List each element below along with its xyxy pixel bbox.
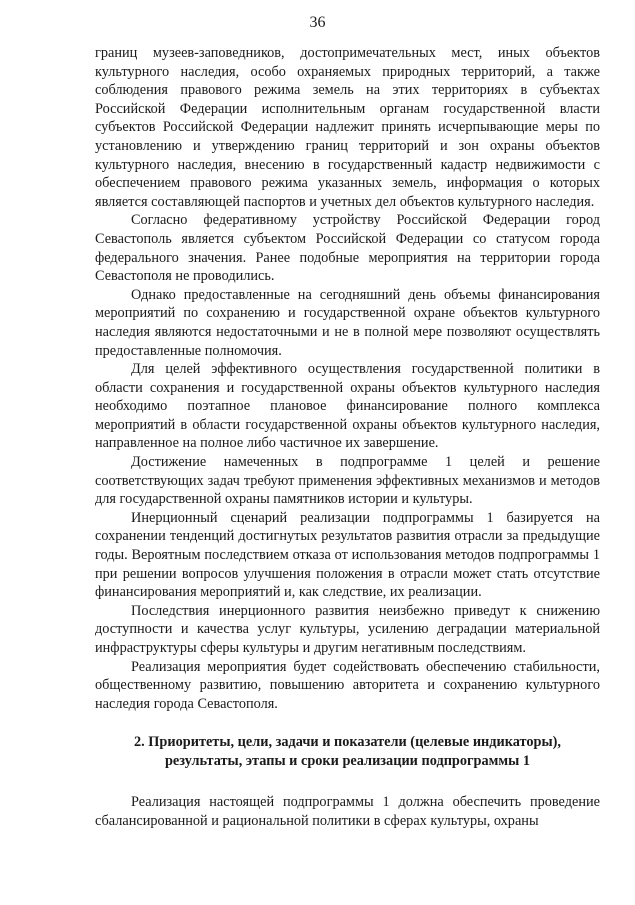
document-body	[95, 44, 600, 831]
paragraph-inertial-scenario: Инерционный сценарий реализации подпрограммы 1 базируется на сохранении тенденций достигнутых результатов развития отрасли за предыдущие годы. Вероятным последствием отказа от использования методов подпрограммы 1 при решении вопросов улучшения положения в отрасли может стать отсутствие финансирования мероприятий и, как следствие, их реализации.	[95, 509, 600, 601]
paragraph-goals-achievement: Достижение намеченных в подпрограмме 1 целей и решение соответствующих задач требуют применения эффективных механизмов и методов для государственной охраны памятников истории и культуры.	[95, 454, 600, 508]
paragraph-inertial-consequences: Последствия инерционного развития неизбежно приведут к снижению доступности и качества услуг культуры, усилению деградации материальной инфраструктуры сферы культуры и другим негативным последствиям.	[95, 602, 600, 656]
paragraph-federal-structure: Согласно федеративному устройству Российской Федерации город Севастополь является субъектом Российской Федерации со статусом города федерального значения. Ранее подобные мероприятия на территории города Севастополя не проводились.	[95, 212, 600, 285]
section-heading-line-2: результаты, этапы и сроки реализации подпрограммы 1	[164, 753, 530, 770]
paragraph-funding-insufficient: Однако предоставленные на сегодняшний день объемы финансирования мероприятий по сохранению и государственной охране объектов культурного наследия являются недостаточными и не в полной мере позволяют осуществлять предоставленные полномочия.	[95, 286, 600, 359]
paragraph-implementation-effect: Реализация мероприятия будет содействовать обеспечению стабильности, общественному развитию, повышению авторитета и сохранению культурного наследия города Севастополя.	[95, 658, 600, 712]
paragraph-state-policy: Для целей эффективного осуществления государственной политики в области сохранения и государственной охраны объектов культурного наследия необходимо поэтапное плановое финансирование полного комплекса мероприятий в области государственной охраны объектов культурного наследия, направленное на полное либо частичное их завершение.	[95, 361, 600, 452]
section-heading-line-1: 2. Приоритеты, цели, задачи и показатели (целевые индикаторы),	[134, 734, 561, 751]
section-heading	[95, 733, 600, 771]
paragraph-boundaries-continuation: границ музеев-заповедников, достопримечательных мест, иных объектов культурного наследия, особо охраняемых природных территорий, а также соблюдения правового режима земель на этих территориях в субъектах Российской Федерации исполнительным органам государственной власти субъектов Российской Федерации надлежит принять исчерпывающие меры по установлению и утверждению границ территорий и зон охраны объектов культурного наследия, внесению в государственный кадастр недвижимости с обеспечением правового режима указанных земель, информация о которых является составляющей паспортов и учетных дел объектов культурного наследия.	[95, 45, 600, 210]
page-number: 36	[309, 14, 326, 31]
paragraph-implementation-goal: Реализация настоящей подпрограммы 1 должна обеспечить проведение сбалансированной и рациональной политики в сферах культуры, охраны	[95, 794, 600, 829]
